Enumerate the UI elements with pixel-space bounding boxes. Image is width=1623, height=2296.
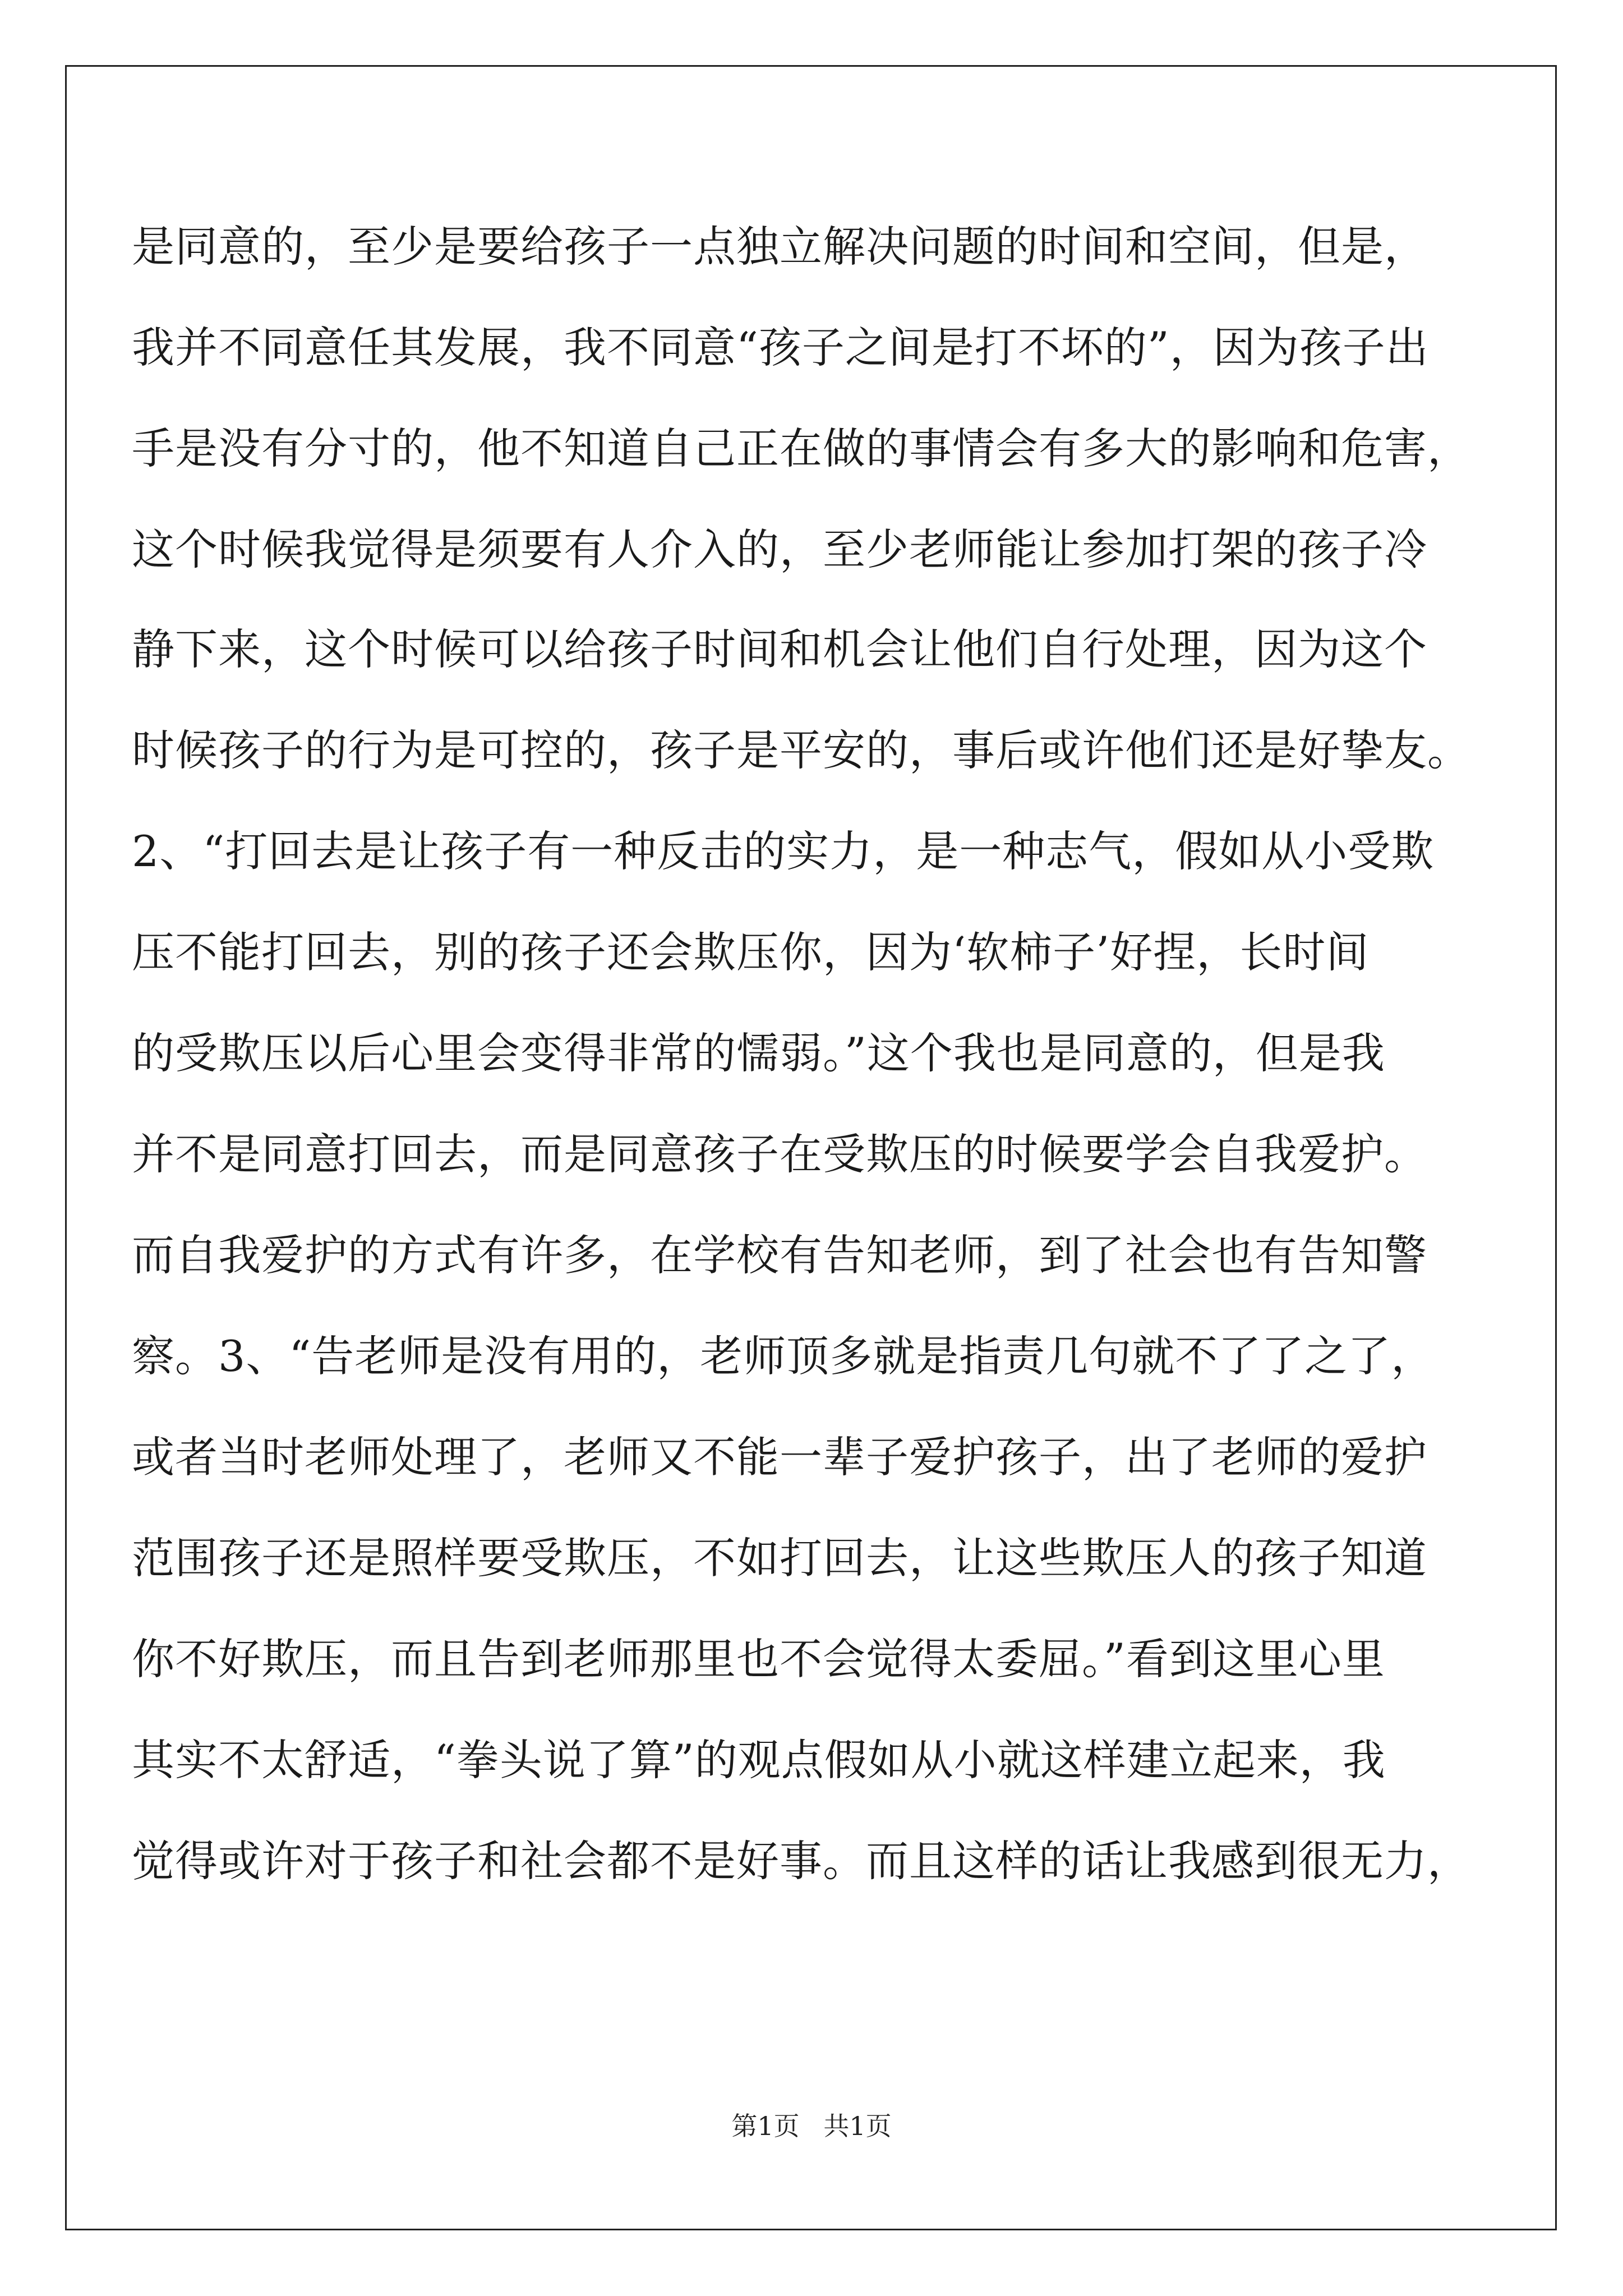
text-line: 其实不太舒适，“拳头说了算”的观点假如从小就这样建立起来，我 — [132, 1735, 1386, 1785]
text-line: 的受欺压以后心里会变得非常的懦弱。”这个我也是同意的，但是我 — [132, 1028, 1385, 1078]
text-line: 2、“打回去是让孩子有一种反击的实力，是一种志气，假如从小受欺 — [132, 826, 1435, 876]
text-line: 察。3、“告老师是没有用的，老师顶多就是指责几句就不了了之了， — [132, 1331, 1435, 1381]
text-line: 时候孩子的行为是可控的，孩子是平安的，事后或许他们还是好挚友。 — [132, 725, 1470, 775]
text-line: 觉得或许对于孩子和社会都不是好事。而且这样的话让我感到很无力， — [132, 1836, 1470, 1886]
text-line: 你不好欺压，而且告到老师那里也不会觉得太委屈。”看到这里心里 — [132, 1634, 1385, 1684]
text-line: 静下来，这个时候可以给孩子时间和机会让他们自行处理，因为这个 — [132, 624, 1427, 674]
text-line: 是同意的，至少是要给孩子一点独立解决问题的时间和空间，但是， — [132, 222, 1427, 272]
page-total: 共1页 — [823, 2111, 892, 2141]
text-line: 我并不同意任其发展，我不同意“孩子之间是打不坏的”，因为孩子出 — [132, 323, 1429, 372]
text-line: 或者当时老师处理了，老师又不能一辈子爱护孩子，出了老师的爱护 — [132, 1432, 1427, 1482]
text-line: 而自我爱护的方式有许多，在学校有告知老师，到了社会也有告知警 — [132, 1230, 1427, 1280]
text-line: 压不能打回去，别的孩子还会欺压你，因为‘软柿子’好捏，长时间 — [132, 927, 1370, 977]
page-footer — [0, 2109, 1623, 2143]
text-line: 这个时候我觉得是须要有人介入的，至少老师能让参加打架的孩子冷 — [132, 524, 1427, 574]
page-number: 第1页 — [731, 2111, 800, 2141]
text-line: 手是没有分寸的，他不知道自己正在做的事情会有多大的影响和危害， — [132, 424, 1470, 473]
text-line: 并不是同意打回去，而是同意孩子在受欺压的时候要学会自我爱护。 — [132, 1129, 1427, 1179]
text-line: 范围孩子还是照样要受欺压，不如打回去，让这些欺压人的孩子知道 — [132, 1533, 1427, 1583]
